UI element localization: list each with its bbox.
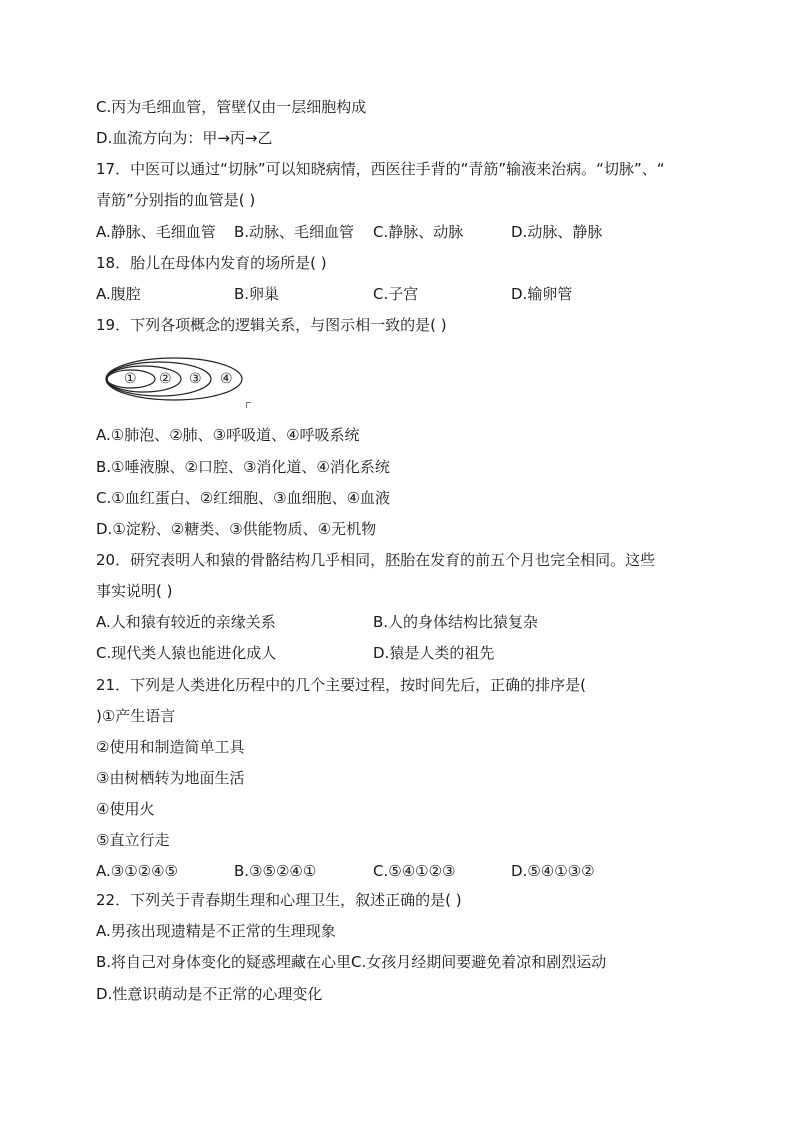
diagram-label-1: ① [124, 371, 137, 387]
q21-item-1: )①产生语言 [96, 707, 176, 725]
q20-stem-line2: 事实说明( ) [96, 582, 173, 600]
q21-option-d: D.⑤④①③② [511, 862, 595, 880]
q21-item-2: ②使用和制造简单工具 [96, 738, 245, 756]
q18-stem: 18．胎儿在母体内发育的场所是( ) [96, 254, 327, 272]
q21-stem-line1: 21．下列是人类进化历程中的几个主要过程，按时间先后，正确的排序是( [96, 676, 586, 694]
q20-option-b: B.人的身体结构比猿复杂 [373, 613, 539, 631]
q17-option-c: C.静脉、动脉 [373, 223, 464, 241]
q19-option-b: B.①唾液腺、②口腔、③消化道、④消化系统 [96, 458, 390, 476]
corner-mark [246, 402, 251, 408]
q18-option-c: C.子宫 [373, 285, 419, 303]
q21-item-5: ⑤直立行走 [96, 831, 170, 849]
q21-item-3: ③由树栖转为地面生活 [96, 769, 245, 787]
q18-option-b: B.卵巢 [234, 285, 280, 303]
q21-option-b: B.③⑤②④① [234, 862, 317, 880]
q20-option-a: A.人和猿有较近的亲缘关系 [96, 613, 276, 631]
diagram-label-2: ② [159, 371, 172, 387]
q22-option-b-c: B.将自己对身体变化的疑惑埋藏在心里C.女孩月经期间要避免着凉和剧烈运动 [96, 953, 607, 971]
q19-option-d: D.①淀粉、②糖类、③供能物质、④无机物 [96, 520, 377, 538]
q19-stem: 19．下列各项概念的逻辑关系，与图示相一致的是( ) [96, 316, 447, 334]
q17-option-a: A.静脉、毛细血管 [96, 223, 216, 241]
q17-option-d: D.动脉、静脉 [511, 223, 603, 241]
q20-option-d: D.猿是人类的祖先 [373, 644, 495, 662]
q22-option-a: A.男孩出现遗精是不正常的生理现象 [96, 922, 336, 940]
q16-option-c: C.丙为毛细血管，管壁仅由一层细胞构成 [96, 98, 367, 116]
q17-stem-line2: 青筋”分别指的血管是( ) [96, 191, 256, 209]
q21-item-4: ④使用火 [96, 800, 155, 818]
q20-stem-line1: 20．研究表明人和猿的骨骼结构几乎相同，胚胎在发育的前五个月也完全相同。这些 [96, 551, 656, 569]
q18-option-a: A.腹腔 [96, 285, 141, 303]
q21-option-c: C.⑤④①②③ [373, 862, 456, 880]
nested-ellipses-diagram [104, 354, 254, 414]
q19-option-c: C.①血红蛋白、②红细胞、③血细胞、④血液 [96, 489, 391, 507]
q20-option-c: C.现代类人猿也能进化成人 [96, 644, 277, 662]
q16-option-d: D.血流方向为：甲→丙→乙 [96, 129, 273, 147]
q19-option-a: A.①肺泡、②肺、③呼吸道、④呼吸系统 [96, 426, 360, 444]
q18-option-d: D.输卵管 [511, 285, 573, 303]
q22-option-d: D.性意识萌动是不正常的心理变化 [96, 985, 323, 1003]
q17-stem-line1: 17．中医可以通过“切脉”可以知晓病情，西医往手背的“青筋”输液来治病。“切脉”、“ [96, 160, 665, 178]
q22-stem: 22．下列关于青春期生理和心理卫生，叙述正确的是( ) [96, 891, 462, 909]
q17-option-b: B.动脉、毛细血管 [234, 223, 355, 241]
q21-option-a: A.③①②④⑤ [96, 862, 179, 880]
diagram-label-4: ④ [220, 371, 233, 387]
diagram-label-3: ③ [189, 371, 202, 387]
